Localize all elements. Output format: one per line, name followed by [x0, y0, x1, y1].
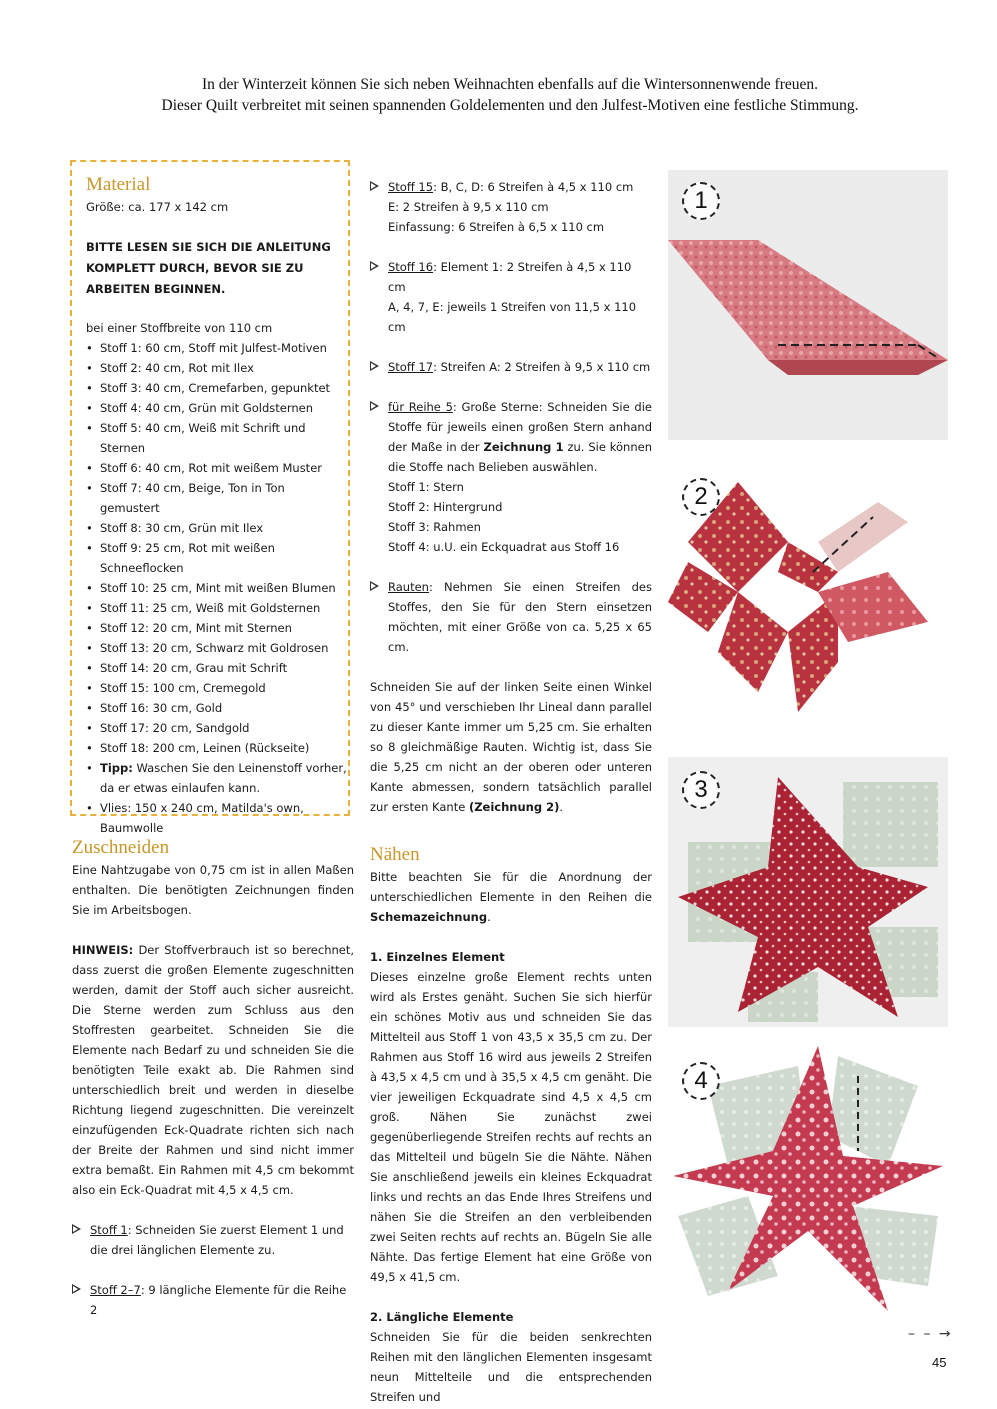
stoff17-line-1: : Streifen A: 2 Streifen à 9,5 x 110 cm [433, 360, 651, 374]
stoff15-instruction [370, 177, 652, 237]
stoff15-line-2: E: 2 Streifen à 9,5 x 110 cm [388, 200, 549, 214]
reihe5-instruction [370, 397, 652, 557]
zuschneiden-heading: Zuschneiden [72, 837, 170, 858]
naehen-heading: Nähen [370, 844, 420, 865]
page-number: 45 [932, 1355, 947, 1370]
intro-text [60, 74, 960, 116]
list-item: • Stoff 1: 60 cm, Stoff mit Julfest-Motiven [86, 338, 348, 358]
list-item: • Stoff 7: 40 cm, Beige, Ton in Ton gemustert [86, 478, 348, 518]
step-number-badge: 1 [682, 182, 720, 220]
naehen-paragraph [370, 867, 652, 927]
winkel-end: . [559, 800, 564, 814]
reihe5-text-2: zu. Sie können die Stoffe nach Belieben auswählen. [388, 440, 652, 474]
triangle-bullet-icon [370, 581, 379, 591]
list-item: • Stoff 6: 40 cm, Rot mit weißem Muster [86, 458, 348, 478]
list-item: • Stoff 2: 40 cm, Rot mit Ilex [86, 358, 348, 378]
stoff16-label: Stoff 16 [388, 260, 434, 274]
photo-step-1 [668, 170, 948, 440]
winkel-text: Schneiden Sie auf der linken Seite einen Winkel von 45° und verschieben Ihr Lineal dann parallel zu dieser Kante immer um 5,25 cm. Sie erhalten so 8 gleichmäßige Rauten. Wichtig ist, dass Sie die 5,25 cm nicht an der oberen oder unteren Kante abmessen, sondern tatsächlich parallel zur ersten Kante [370, 680, 652, 814]
list-item: • Stoff 13: 20 cm, Schwarz mit Goldrosen [86, 638, 348, 658]
stoff15-line-3: Einfassung: 6 Streifen à 6,5 x 110 cm [388, 220, 605, 234]
sub2-text: Schneiden Sie für die beiden senkrechten Reihen mit den länglichen Elementen insgesamt neun Mittelteile und die entsprechenden Streifen und [370, 1330, 652, 1404]
tip-text: Waschen Sie den Leinenstoff vorher, da er etwas einlaufen kann. [100, 761, 347, 795]
naehen-bold: Schemazeichnung [370, 910, 488, 924]
sub2-heading: 2. Längliche Elemente [370, 1310, 514, 1324]
reihe5-line: Stoff 1: Stern [388, 480, 464, 494]
material-heading: Material [86, 174, 151, 195]
zuschneiden-section [72, 836, 354, 1320]
intro-line-1: In der Winterzeit können Sie sich neben Weihnachten ebenfalls auf die Wintersonnenwende freuen. [202, 76, 818, 93]
list-item: • Stoff 16: 30 cm, Gold [86, 698, 348, 718]
sub1-heading: 1. Einzelnes Element [370, 950, 505, 964]
tip-label: Tipp: [100, 761, 133, 775]
stoff16-line-2: A, 4, 7, E: jeweils 1 Streifen von 11,5 x 110 cm [388, 300, 637, 334]
stoff1-text: : Schneiden Sie zuerst Element 1 und die drei länglichen Elemente zu. [90, 1223, 344, 1257]
step-number-badge: 2 [682, 478, 720, 516]
reihe5-line: Stoff 3: Rahmen [388, 520, 481, 534]
photo-step-4 [668, 1046, 948, 1316]
rauten-label: Rauten [388, 580, 429, 594]
stoff27-instruction [72, 1280, 354, 1320]
list-item: • Stoff 10: 25 cm, Mint mit weißen Blumen [86, 578, 348, 598]
list-item: • Vlies: 150 x 240 cm, Matilda's own, Baumwolle [86, 798, 348, 838]
stoff15-label: Stoff 15 [388, 180, 434, 194]
material-list [86, 338, 348, 838]
rauten-instruction [370, 577, 652, 657]
list-item-tip [86, 758, 348, 798]
list-item: • Stoff 18: 200 cm, Leinen (Rückseite) [86, 738, 348, 758]
material-warning: BITTE LESEN SIE SICH DIE ANLEITUNG KOMPLETT DURCH, BEVOR SIE ZU ARBEITEN BEGINNEN. [86, 240, 331, 296]
stoff27-text: : 9 längliche Elemente für die Reihe 2 [90, 1283, 347, 1317]
material-size: Größe: ca. 177 x 142 cm [86, 200, 229, 214]
stoff15-line-1: : B, C, D: 6 Streifen à 4,5 x 110 cm [433, 180, 634, 194]
list-item: • Stoff 14: 20 cm, Grau mit Schrift [86, 658, 348, 678]
reihe5-line: Stoff 4: u.U. ein Eckquadrat aus Stoff 16 [388, 540, 620, 554]
instructions-column [370, 177, 652, 1407]
list-item: • Stoff 15: 100 cm, Cremegold [86, 678, 348, 698]
rauten-text: : Nehmen Sie einen Streifen des Stoffes, den Sie für den Stern einsetzen möchten, mit einer Größe von ca. 5,25 x 65 cm. [388, 580, 652, 654]
triangle-bullet-icon [72, 1284, 81, 1294]
triangle-bullet-icon [72, 1224, 81, 1234]
list-item: • Stoff 11: 25 cm, Weiß mit Goldsternen [86, 598, 348, 618]
stoff27-label: Stoff 2–7 [90, 1283, 141, 1297]
stoff1-label: Stoff 1 [90, 1223, 128, 1237]
material-section [86, 173, 348, 838]
stoff17-label: Stoff 17 [388, 360, 434, 374]
list-item: • Stoff 3: 40 cm, Cremefarben, gepunktet [86, 378, 348, 398]
list-item: • Stoff 8: 30 cm, Grün mit Ilex [86, 518, 348, 538]
naehen-text: Bitte beachten Sie für die Anordnung der unterschiedlichen Elemente in den Reihen die [370, 870, 652, 904]
winkel-paragraph [370, 677, 652, 817]
list-item: • Stoff 5: 40 cm, Weiß mit Schrift und Sternen [86, 418, 348, 458]
hinweis-text: Der Stoffverbrauch ist so berechnet, dass zuerst die großen Elemente zugeschnitten werden, damit der Stoff auch sicher ausreicht. Die Sterne werden zum Schluss aus den Stoffresten gearbeitet. Schneiden Sie die Elemente nach Bedarf zu und schneiden Sie die benötigten Teile exakt ab. Die Rahmen sind unterschiedlich breit und werden in dieselbe Richtung liegend zugeschnitten. Die vereinzelt einzufügenden Eck-Quadrate richten sich nach der Breite der Rahmen und sind nicht immer extra bemaßt. Ein Rahmen mit 4,5 cm bekommt also ein Eck-Quadrat mit 4,5 x 4,5 cm. [72, 943, 355, 1197]
fabric-width: bei einer Stoffbreite von 110 cm [86, 321, 273, 335]
hinweis-label: HINWEIS: [72, 943, 134, 957]
step-number-badge: 4 [682, 1062, 720, 1100]
next-page-arrow-icon[interactable]: – – → [908, 1326, 953, 1342]
triangle-bullet-icon [370, 181, 379, 191]
list-item: • Stoff 9: 25 cm, Rot mit weißen Schneeflocken [86, 538, 348, 578]
stoff1-instruction [72, 1220, 354, 1260]
reihe5-bold: Zeichnung 1 [483, 440, 564, 454]
stoff16-instruction [370, 257, 652, 337]
stoff17-instruction [370, 357, 652, 377]
triangle-bullet-icon [370, 261, 379, 271]
stoff16-line-1: : Element 1: 2 Streifen à 4,5 x 110 cm [388, 260, 632, 294]
list-item: • Stoff 17: 20 cm, Sandgold [86, 718, 348, 738]
list-item: • Stoff 4: 40 cm, Grün mit Goldsternen [86, 398, 348, 418]
triangle-bullet-icon [370, 361, 379, 371]
hinweis-paragraph [72, 940, 354, 1200]
photo-step-2 [668, 462, 948, 732]
intro-line-2: Dieser Quilt verbreitet mit seinen spannenden Goldelementen und den Julfest-Motiven eine festliche Stimmung. [161, 97, 859, 114]
triangle-bullet-icon [370, 401, 379, 411]
reihe5-text-1: : Große Sterne: Schneiden Sie die Stoffe für jeweils einen großen Stern anhand der Maße in der [388, 400, 652, 454]
step-number-badge: 3 [682, 771, 720, 809]
sub1-text: Dieses einzelne große Element rechts unten wird als Erstes genäht. Suchen Sie sich hierfür ein schönes Motiv aus und schneiden Sie das Mittelteil aus Stoff 1 von 43,5 x 35,5 cm zu. Der Rahmen aus Stoff 16 wird aus jeweils 2 Streifen à 43,5 x 4,5 cm und à 35,5 x 4,5 cm genäht. Die vier jeweiligen Eckquadrate sind 4,5 x 4,5 cm groß. Nähen Sie zunächst zwei gegenüberliegende Streifen rechts auf rechts an das Mittelteil und bügeln Sie die Nähte. Nähen Sie anschließend jeweils ein kleines Eckquadrat links und rechts an das Ende Ihres Streifens und nähen Sie die Streifen an den verbleibenden zwei Seiten rechts auf rechts an. Bügeln Sie alle Nähte. Das fertige Element hat eine Größe von 49,5 x 41,5 cm. [370, 970, 652, 1284]
photo-step-3 [668, 757, 948, 1027]
naehen-end: . [487, 910, 491, 924]
list-item: • Stoff 12: 20 cm, Mint mit Sternen [86, 618, 348, 638]
reihe5-label: für Reihe 5 [388, 400, 453, 414]
winkel-bold: (Zeichnung 2) [468, 800, 560, 814]
reihe5-line: Stoff 2: Hintergrund [388, 500, 503, 514]
zuschneiden-intro: Eine Nahtzugabe von 0,75 cm ist in allen Maßen enthalten. Die benötigten Zeichnungen finden Sie im Arbeitsbogen. [72, 863, 354, 917]
